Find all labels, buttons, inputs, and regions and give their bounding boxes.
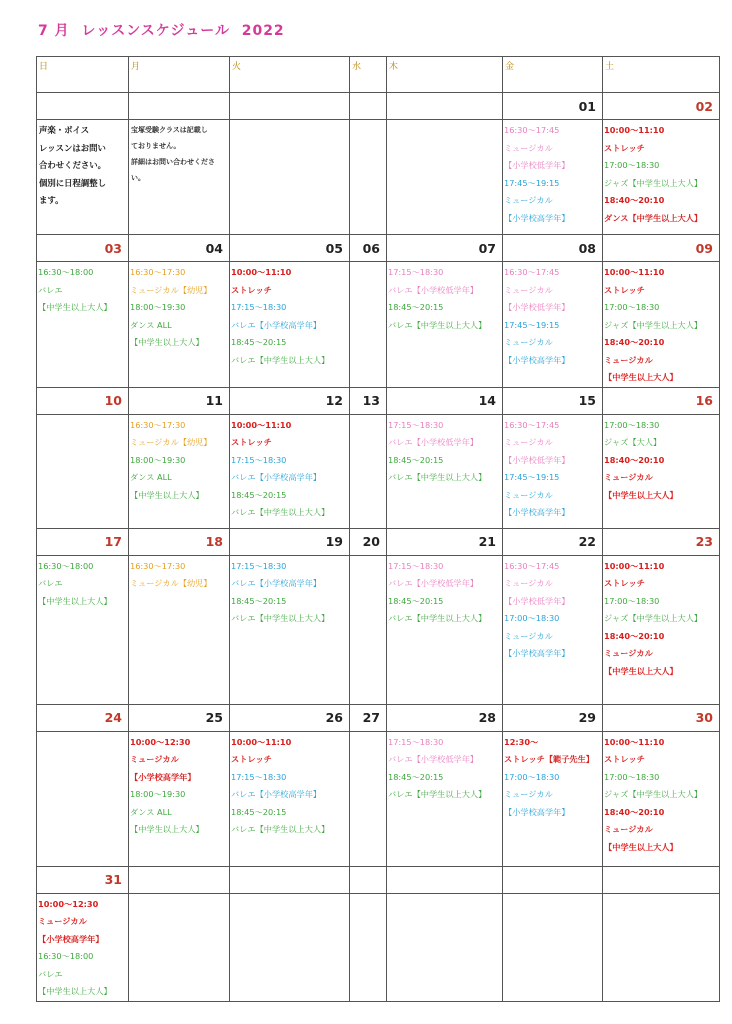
- page-title: 7 月 レッスンスケジュール 2022: [38, 23, 285, 39]
- lesson-line: 18:45～20:15: [388, 454, 444, 465]
- lesson-line: 【中学生以上大人】: [38, 302, 112, 312]
- weekday-header-row: [37, 57, 720, 93]
- lesson-line: 16:30～17:45: [504, 419, 560, 430]
- date-number: 01: [503, 93, 603, 120]
- lesson-line: バレエ【小学校高学年】: [231, 319, 322, 330]
- lesson-line: ミュージカル【幼児】: [130, 437, 212, 447]
- lesson-line: 17:15～18:30: [388, 560, 444, 571]
- lesson-line: ミュージカル: [504, 578, 553, 588]
- day-cell: [230, 414, 350, 528]
- schedule-calendar: [36, 56, 720, 1002]
- lesson-line: バレエ【小学校高学年】: [231, 472, 322, 482]
- day-cell: [503, 120, 603, 235]
- lesson-line: 16:30～17:45: [504, 267, 560, 277]
- lesson-line: 18:45～20:15: [388, 771, 444, 782]
- lesson-line: ミュージカル: [504, 789, 553, 799]
- lesson-line: 16:30～18:00: [38, 267, 94, 277]
- lesson-line: 17:00～18:30: [504, 613, 560, 623]
- day-cell: [230, 262, 350, 388]
- date-number: 24: [37, 704, 129, 731]
- date-number: [230, 93, 350, 120]
- date-number: 25: [129, 704, 230, 731]
- lesson-line: ミュージカル: [130, 754, 179, 764]
- day-cell: [230, 893, 350, 1001]
- date-number: 21: [387, 528, 503, 555]
- lesson-line: ミュージカル【幼児】: [130, 578, 212, 588]
- date-number: 23: [603, 528, 720, 555]
- lesson-line: 17:00～18:30: [604, 419, 660, 430]
- lesson-line: 17:45～19:15: [504, 177, 560, 188]
- date-number: 29: [503, 704, 603, 731]
- date-number: 11: [129, 387, 230, 414]
- lesson-line: 18:40～20:10: [604, 806, 665, 817]
- lesson-line: バレエ【小学校高学年】: [231, 578, 322, 588]
- lesson-line: 16:30～17:45: [504, 560, 560, 571]
- date-number-row: [37, 387, 720, 414]
- lesson-line: 17:00～18:30: [604, 771, 660, 782]
- date-number-row: [37, 866, 720, 893]
- lesson-line: ミュージカル: [38, 916, 87, 926]
- lesson-line: 【小学校高学年】: [504, 507, 570, 517]
- day-cell: [230, 731, 350, 866]
- lesson-line: 【小学校低学年】: [504, 595, 570, 606]
- day-cell: [603, 731, 720, 866]
- lesson-line: 17:15～18:30: [388, 419, 444, 430]
- day-cell: [387, 262, 503, 388]
- day-cell: [37, 414, 129, 528]
- lesson-line: ミュージカル: [504, 284, 553, 295]
- date-number: 14: [387, 387, 503, 414]
- lesson-line: 【中学生以上大人】: [130, 489, 204, 500]
- lesson-line: ストレッチ: [604, 142, 645, 153]
- lesson-line: ミュージカル: [604, 472, 653, 482]
- lesson-line: 10:00～12:30: [130, 736, 191, 747]
- lesson-line: 18:45～20:15: [388, 302, 444, 312]
- lesson-line: バレエ【小学校低学年】: [388, 284, 479, 295]
- date-number: [129, 93, 230, 120]
- date-number: 03: [37, 235, 129, 262]
- day-cell: [129, 731, 230, 866]
- lesson-line: バレエ【小学校低学年】: [388, 578, 479, 588]
- lesson-line: ミュージカル: [504, 337, 553, 347]
- date-number: 04: [129, 235, 230, 262]
- day-cell: [129, 893, 230, 1001]
- date-number: 16: [603, 387, 720, 414]
- date-number: 02: [603, 93, 720, 120]
- voice-lesson-note: ます。: [39, 195, 64, 205]
- lesson-line: バレエ【中学生以上大人】: [231, 507, 330, 517]
- day-cell: [129, 555, 230, 704]
- date-number: [350, 93, 387, 120]
- lesson-line: 18:45～20:15: [231, 595, 287, 606]
- lesson-line: 17:15～18:30: [231, 454, 287, 465]
- takarazuka-class-note: い。: [131, 174, 145, 182]
- date-number: 30: [603, 704, 720, 731]
- lesson-line: 18:45～20:15: [388, 595, 444, 606]
- lesson-line: ミュージカル: [504, 630, 553, 641]
- lesson-line: ストレッチ: [604, 284, 645, 295]
- weekday-mon: 月: [129, 57, 230, 93]
- date-number: [387, 866, 503, 893]
- day-cell: [503, 555, 603, 704]
- lesson-line: バレエ: [38, 578, 63, 588]
- lesson-line: 【小学校高学年】: [504, 806, 570, 817]
- day-cell: [37, 893, 129, 1001]
- lesson-line: 17:15～18:30: [231, 771, 287, 782]
- date-number-row: [37, 528, 720, 555]
- lesson-line: バレエ【小学校低学年】: [388, 437, 479, 447]
- day-cell: [350, 893, 387, 1001]
- lesson-line: バレエ: [38, 968, 63, 979]
- lesson-line: 【小学校高学年】: [504, 354, 570, 365]
- lesson-line: 【中学生以上大人】: [38, 986, 112, 996]
- lesson-line: ダンス【中学生以上大人】: [604, 212, 703, 223]
- lesson-line: バレエ【中学生以上大人】: [231, 354, 330, 365]
- lesson-line: 18:00～19:30: [130, 302, 186, 312]
- date-number-row: [37, 235, 720, 262]
- lesson-line: ミュージカル: [504, 142, 553, 153]
- lesson-line: 【中学生以上大人】: [38, 595, 112, 606]
- day-cell: [350, 262, 387, 388]
- lesson-line: 18:40～20:10: [604, 337, 665, 347]
- lesson-line: ミュージカル: [504, 195, 553, 205]
- date-number-row: [37, 93, 720, 120]
- day-cell: [129, 120, 230, 235]
- date-number: 28: [387, 704, 503, 731]
- lesson-line: ジャズ【中学生以上大人】: [604, 177, 703, 188]
- lesson-line: 【中学生以上大人】: [604, 489, 678, 500]
- lesson-line: バレエ【中学生以上大人】: [388, 789, 487, 799]
- date-number: [350, 866, 387, 893]
- lesson-line: 18:45～20:15: [231, 489, 287, 500]
- lesson-line: 17:15～18:30: [231, 302, 287, 312]
- lesson-line: 【小学校高学年】: [38, 933, 104, 944]
- lesson-line: 17:00～18:30: [604, 595, 660, 606]
- day-cell: [37, 731, 129, 866]
- day-cell: [387, 414, 503, 528]
- takarazuka-class-note: 宝塚受験クラスは記載し: [131, 126, 208, 134]
- lesson-line: 12:30～: [504, 736, 539, 747]
- lesson-content-row: [37, 120, 720, 235]
- lesson-line: 18:40～20:10: [604, 630, 665, 641]
- lesson-content-row: [37, 555, 720, 704]
- date-number: 20: [350, 528, 387, 555]
- lesson-line: ストレッチ: [231, 437, 272, 447]
- takarazuka-class-note: 詳細はお問い合わせくださ: [131, 158, 215, 166]
- lesson-content-row: [37, 262, 720, 388]
- date-number: 07: [387, 235, 503, 262]
- day-cell: [387, 731, 503, 866]
- lesson-line: バレエ【中学生以上大人】: [388, 613, 487, 623]
- lesson-line: 10:00～11:10: [604, 267, 665, 277]
- date-number: 10: [37, 387, 129, 414]
- weekday-wed: 水: [350, 57, 387, 93]
- lesson-line: ストレッチ【範子先生】: [504, 754, 594, 764]
- lesson-line: バレエ【中学生以上大人】: [388, 472, 487, 482]
- date-number: [37, 93, 129, 120]
- date-number: 19: [230, 528, 350, 555]
- lesson-line: 17:00～18:30: [604, 160, 660, 170]
- day-cell: [503, 414, 603, 528]
- day-cell: [387, 120, 503, 235]
- date-number: 18: [129, 528, 230, 555]
- day-cell: [503, 731, 603, 866]
- lesson-line: 18:00～19:30: [130, 454, 186, 465]
- lesson-line: ジャズ【中学生以上大人】: [604, 613, 703, 623]
- lesson-line: 10:00～11:10: [604, 560, 665, 571]
- day-cell: [603, 414, 720, 528]
- lesson-line: 16:30～17:30: [130, 560, 186, 571]
- lesson-line: 【小学校高学年】: [504, 212, 570, 223]
- day-cell: [350, 414, 387, 528]
- lesson-line: 17:15～18:30: [388, 736, 444, 747]
- date-number: [503, 866, 603, 893]
- day-cell: [37, 120, 129, 235]
- lesson-line: バレエ: [38, 284, 63, 295]
- day-cell: [387, 893, 503, 1001]
- lesson-line: 【小学校高学年】: [504, 648, 570, 658]
- day-cell: [230, 120, 350, 235]
- lesson-line: ダンス ALL: [130, 319, 172, 330]
- lesson-line: 【中学生以上大人】: [604, 372, 678, 382]
- lesson-line: 【小学校低学年】: [504, 302, 570, 312]
- date-number: 06: [350, 235, 387, 262]
- lesson-line: 10:00～11:10: [231, 267, 292, 277]
- day-cell: [603, 262, 720, 388]
- date-number: 17: [37, 528, 129, 555]
- lesson-line: ストレッチ: [604, 754, 645, 764]
- voice-lesson-note: レッスンはお問い: [39, 142, 106, 153]
- date-number: [230, 866, 350, 893]
- lesson-line: 16:30～18:00: [38, 951, 94, 961]
- lesson-line: ミュージカル: [504, 437, 553, 447]
- lesson-line: ダンス ALL: [130, 472, 172, 482]
- day-cell: [230, 555, 350, 704]
- date-number: 09: [603, 235, 720, 262]
- lesson-line: 16:30～17:45: [504, 125, 560, 135]
- lesson-line: 18:45～20:15: [231, 806, 287, 817]
- lesson-line: 10:00～11:10: [604, 736, 665, 747]
- lesson-line: 16:30～17:30: [130, 419, 186, 430]
- date-number: 15: [503, 387, 603, 414]
- day-cell: [37, 555, 129, 704]
- lesson-content-row: [37, 893, 720, 1001]
- lesson-line: 【中学生以上大人】: [604, 665, 678, 676]
- voice-lesson-note: 声楽・ボイス: [39, 125, 90, 135]
- day-cell: [603, 893, 720, 1001]
- date-number: 13: [350, 387, 387, 414]
- lesson-line: ミュージカル: [604, 648, 653, 658]
- lesson-line: 18:40～20:10: [604, 454, 665, 465]
- lesson-line: ジャズ【大人】: [604, 437, 662, 447]
- lesson-line: ジャズ【中学生以上大人】: [604, 319, 703, 330]
- voice-lesson-note: 個別に日程調整し: [39, 177, 106, 188]
- lesson-line: 10:00～11:10: [231, 736, 292, 747]
- lesson-line: ストレッチ: [231, 284, 272, 295]
- day-cell: [129, 262, 230, 388]
- date-number: 26: [230, 704, 350, 731]
- lesson-line: バレエ【小学校高学年】: [231, 789, 322, 799]
- date-number: 08: [503, 235, 603, 262]
- lesson-line: 18:40～20:10: [604, 195, 665, 205]
- lesson-line: バレエ【中学生以上大人】: [231, 613, 330, 623]
- weekday-thu: 木: [387, 57, 503, 93]
- lesson-line: 17:45～19:15: [504, 472, 560, 482]
- day-cell: [503, 262, 603, 388]
- lesson-line: 17:00～18:30: [604, 302, 660, 312]
- day-cell: [603, 555, 720, 704]
- lesson-line: 10:00～11:10: [604, 125, 665, 135]
- lesson-line: 10:00～12:30: [38, 898, 99, 909]
- lesson-line: バレエ【中学生以上大人】: [388, 319, 487, 330]
- lesson-line: 16:30～18:00: [38, 560, 94, 571]
- date-number-row: [37, 704, 720, 731]
- lesson-line: 【中学生以上大人】: [604, 841, 678, 852]
- date-number: [603, 866, 720, 893]
- day-cell: [350, 731, 387, 866]
- day-cell: [387, 555, 503, 704]
- day-cell: [350, 120, 387, 235]
- lesson-line: 【小学校高学年】: [130, 771, 196, 782]
- lesson-line: ミュージカル【幼児】: [130, 284, 212, 295]
- lesson-content-row: [37, 414, 720, 528]
- date-number: 22: [503, 528, 603, 555]
- lesson-line: ミュージカル: [504, 489, 553, 500]
- lesson-line: ダンス ALL: [130, 806, 172, 817]
- lesson-line: 【小学校低学年】: [504, 160, 570, 170]
- date-number: 12: [230, 387, 350, 414]
- lesson-line: 【中学生以上大人】: [130, 824, 204, 834]
- lesson-line: ミュージカル: [604, 824, 653, 834]
- lesson-line: バレエ【小学校低学年】: [388, 754, 479, 764]
- date-number: 27: [350, 704, 387, 731]
- day-cell: [37, 262, 129, 388]
- lesson-line: 18:00～19:30: [130, 789, 186, 799]
- lesson-line: 18:45～20:15: [231, 337, 287, 347]
- date-number: [387, 93, 503, 120]
- day-cell: [503, 893, 603, 1001]
- lesson-line: ストレッチ: [231, 754, 272, 764]
- day-cell: [350, 555, 387, 704]
- lesson-line: ミュージカル: [604, 354, 653, 365]
- takarazuka-class-note: ておりません。: [131, 142, 181, 150]
- lesson-line: 17:15～18:30: [388, 267, 444, 277]
- lesson-line: バレエ【中学生以上大人】: [231, 824, 330, 834]
- weekday-tue: 火: [230, 57, 350, 93]
- weekday-sun: 日: [37, 57, 129, 93]
- lesson-line: 17:00～18:30: [504, 771, 560, 782]
- lesson-line: ジャズ【中学生以上大人】: [604, 789, 703, 799]
- date-number: 31: [37, 866, 129, 893]
- lesson-line: 16:30～17:30: [130, 267, 186, 277]
- day-cell: [129, 414, 230, 528]
- lesson-line: ストレッチ: [604, 578, 645, 588]
- lesson-line: 17:15～18:30: [231, 560, 287, 571]
- lesson-line: 17:45～19:15: [504, 319, 560, 330]
- lesson-content-row: [37, 731, 720, 866]
- lesson-line: 【小学校低学年】: [504, 454, 570, 465]
- weekday-fri: 金: [503, 57, 603, 93]
- lesson-line: 【中学生以上大人】: [130, 337, 204, 347]
- voice-lesson-note: 合わせください。: [39, 160, 106, 170]
- lesson-line: 10:00～11:10: [231, 419, 292, 430]
- date-number: 05: [230, 235, 350, 262]
- date-number: [129, 866, 230, 893]
- day-cell: [603, 120, 720, 235]
- weekday-sat: 土: [603, 57, 720, 93]
